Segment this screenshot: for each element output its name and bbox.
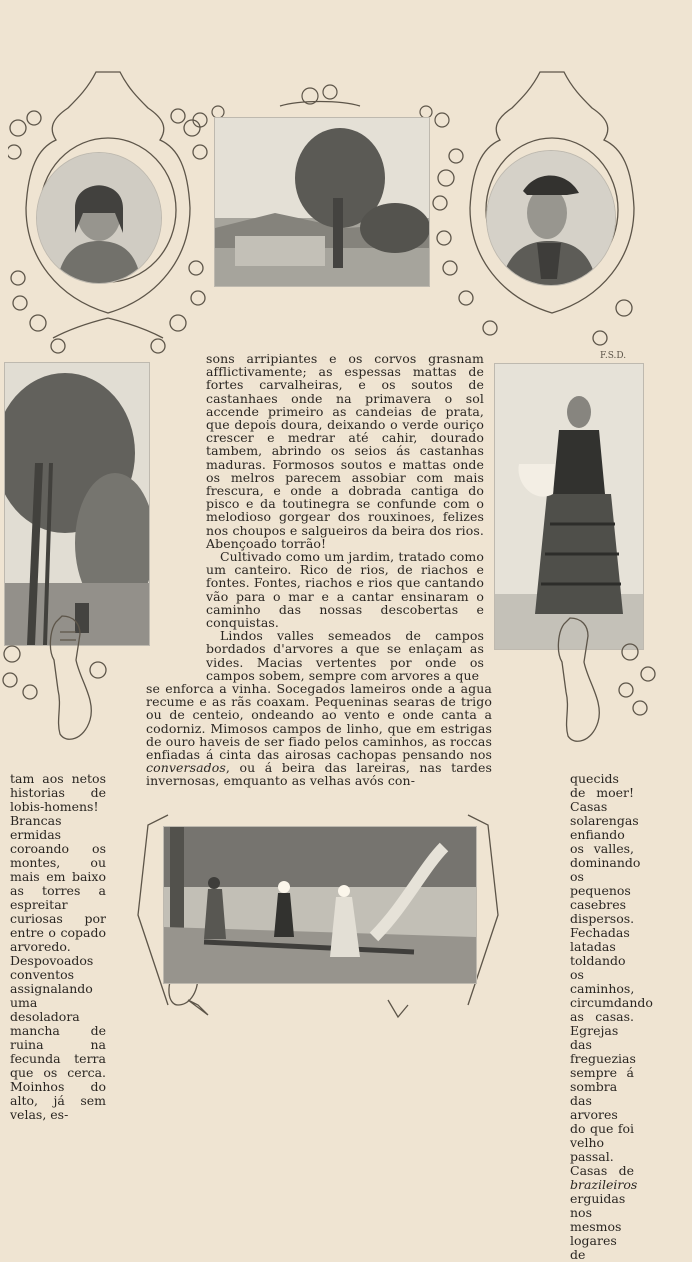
wide-italic: conversados <box>146 760 226 776</box>
tree-ladder-photo <box>4 362 150 646</box>
wide-paragraph <box>146 682 492 788</box>
flax-workers-photo <box>163 826 477 984</box>
portrait-woman-left <box>36 152 162 284</box>
artist-signature: F.S.D. <box>600 351 627 358</box>
wide-text-block <box>146 682 492 788</box>
left-text-column <box>10 772 106 1122</box>
right-text-column <box>570 771 653 1262</box>
left-column-text: tam aos netos historias de lobis-homens! Brancas ermidas coroando os montes, ou mais em baixo as torres a espreitar curiosas por entre o copado arvoredo. Despovoados conventos assignalando uma desoladora mancha de ruina na fecunda terra que os cerca. Moinhos do alto, já sem velas, es- <box>10 771 106 1122</box>
right-column-a: quecids de moer! Casas solarengas enfiando os valles, dominando os pequenos casebres dispersos. Fechadas latadas toldando os caminhos, circumdando as casas. Egrejas das freguezias sempre á sombra das arvores do que foi velho passal. Casas de <box>570 771 653 1178</box>
paragraph-2: Cultivado como um jardim, tratado como um canteiro. Rico de rios, de riachos e fontes. Fontes, riachos e rios que cantando vão para o mar e a cantar ensinaram o caminho das nossas descobertas e conquistas. <box>206 549 484 631</box>
paragraph-3: Lindos valles semeados de campos bordados d'arvores a que se enlaçam as vides. Macias vertentes por onde os campos sobem, sempre com arvores a que <box>206 628 484 683</box>
paragraph-1: sons arripiantes e os corvos grasnam afflictivamente; as espessas mattas de fortes carvalheiras, e os soutos de castanhaes onde na primavera o sol accende primeiro as candeias de prata, que depois doura, deixando o verde ouriço crescer e medrar até cahir, dourado tambem, abrindo os seios ás castanhas maduras. Formosos soutos e mattas onde os melros parecem assobiar com mais frescura, e onde a dobrada cantiga do pisco e da toutinegra se confunde com o melodioso gorgear dos rouxinoes, felizes nos choupos e salgueiros da beira dos rios. Abençoado torrão! <box>206 351 484 551</box>
center-text-column <box>206 352 484 682</box>
right-column-text <box>570 771 653 1262</box>
wide-line-1: se enforca a vinha. Socegados lameiros onde a agua recume e as rãs coaxam. Pequeninas searas de trigo ou de centeio, ondeando ao vento e onde canta a codorniz. Mimosos campos de linho, que em estrigas de ouro haveis de ser fiado pelos caminhos, as roccas enfiadas á cinta das airosas cachopas pensando nos <box>146 681 492 763</box>
right-column-italic: brazileiros <box>570 1177 638 1192</box>
landscape-house-trees <box>214 117 430 287</box>
portrait-woman-right <box>486 150 616 286</box>
standing-woman-photo <box>494 363 644 650</box>
right-column-b: erguidas nos mesmos logares de <box>570 1191 626 1262</box>
wide-line-2: , ou á beira das lareiras, nas tardes invernosas, emquanto as velhas avós con- <box>146 760 492 789</box>
